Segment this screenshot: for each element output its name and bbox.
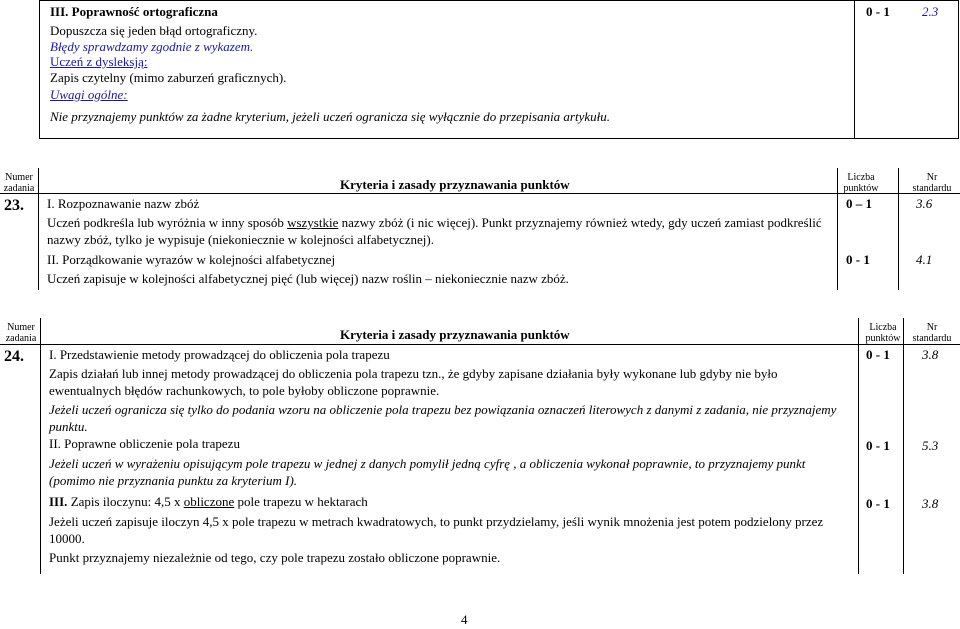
- task24-standard-3: 3.8: [922, 496, 939, 511]
- task24-heading-3: III. Zapis iloczynu: 4,5 x obliczone pole trapezu w hektarach: [49, 494, 368, 509]
- task24-note-1: Jeżeli uczeń ogranicza się tylko do podania wzoru na obliczenie pola trapezu bez powiązania oznaczeń literowych z danymi z zadania, nie przyznajemy punktu.: [49, 402, 837, 434]
- rule-line-5: Uwagi ogólne:: [50, 87, 128, 102]
- task23-heading-1: I. Rozpoznawanie nazw zbóż: [47, 196, 200, 211]
- task24-heading-2: II. Poprawne obliczenie pola trapezu: [49, 436, 240, 451]
- header-nr-23: Nr standardu: [912, 172, 952, 194]
- task23-text-2: Uczeń zapisuje w kolejności alfabetycznej pięć (lub więcej) nazw roślin – niekoniecznie nazw zbóż.: [47, 271, 569, 286]
- task24-text-1: Zapis działań lub innej metody prowadzącej do obliczenia pola trapezu tzn., że gdyby zapisane działania były wykonane lub gdyby nie było ewentualnych błędów rachunkowych, to pole byłoby obliczone poprawnie.: [49, 366, 778, 398]
- task24-standard-2: 5.3: [922, 438, 939, 453]
- task-number-23: 23.: [4, 197, 24, 214]
- task24-score-2: 0 - 1: [866, 438, 890, 453]
- top-criteria-box: [39, 0, 959, 139]
- header-nr-24: Nr standardu: [912, 322, 952, 344]
- top-standard: 2.3: [922, 4, 939, 19]
- header-liczba-24: Liczba punktów: [865, 322, 901, 344]
- task23-text-1: Uczeń podkreśla lub wyróżnia w inny sposób wszystkie nazwy zbóż (i nic więcej). Punkt przyznajemy również wtedy, gdy uczeń zamiast podkreślić nazwy zbóż, tylko je wypisuje (niekoniecznie w kolejności alfabetycznej).: [47, 215, 822, 247]
- rule-line-6: Nie przyznajemy punktów za żadne kryterium, jeżeli uczeń ogranicza się wyłącznie do przepisania artykułu.: [50, 109, 611, 124]
- task24-score-1: 0 - 1: [866, 347, 890, 362]
- top-score: 0 - 1: [866, 4, 890, 19]
- task24-heading-1: I. Przedstawienie metody prowadzącej do obliczenia pola trapezu: [49, 347, 390, 362]
- task-number-24: 24.: [4, 348, 24, 365]
- rule-line-4: Zapis czytelny (mimo zaburzeń graficznych).: [50, 70, 287, 85]
- page-number: 4: [461, 612, 468, 627]
- rule-line-2: Błędy sprawdzamy zgodnie z wykazem.: [50, 39, 254, 54]
- header-liczba-23: Liczba punktów: [843, 172, 879, 194]
- task24-note-2: Jeżeli uczeń w wyrażeniu opisującym pole trapezu w jednej z danych pomylił jedną cyfrę , a obliczenia wykonał poprawnie, to przyznajemy punkt (pomimo nie przyznania punktu za kryterium I).: [49, 456, 806, 488]
- header-numer-23: Numer zadania: [3, 172, 35, 194]
- task23-heading-2: II. Porządkowanie wyrazów w kolejności alfabetycznej: [47, 252, 336, 267]
- task23-score-2: 0 - 1: [846, 252, 870, 267]
- header-kryteria-24: Kryteria i zasady przyznawania punktów: [340, 327, 570, 342]
- rule-line-1: Dopuszcza się jeden błąd ortograficzny.: [50, 23, 258, 38]
- header-rule-24: [0, 344, 960, 345]
- task23-score-1: 0 – 1: [846, 196, 872, 211]
- task24-text-3: Jeżeli uczeń zapisuje iloczyn 4,5 x pole trapezu w metrach kwadratowych, to punkt przydzielamy, jeśli wynik mnożenia jest potem podzielony przez 10000.: [49, 514, 824, 546]
- header-rule-23: [0, 193, 960, 194]
- task24-score-3: 0 - 1: [866, 496, 890, 511]
- task23-standard-1: 3.6: [916, 196, 933, 211]
- task24-text-3b: Punkt przyznajemy niezależnie od tego, czy pole trapezu zostało obliczone poprawnie.: [49, 550, 501, 565]
- section-heading-orthography: III. Poprawność ortograficzna: [50, 4, 218, 19]
- task23-standard-2: 4.1: [916, 252, 933, 267]
- task24-standard-1: 3.8: [922, 347, 939, 362]
- header-numer-24: Numer zadania: [5, 322, 37, 344]
- header-kryteria-23: Kryteria i zasady przyznawania punktów: [340, 177, 570, 192]
- rule-line-3: Uczeń z dysleksją:: [50, 54, 148, 69]
